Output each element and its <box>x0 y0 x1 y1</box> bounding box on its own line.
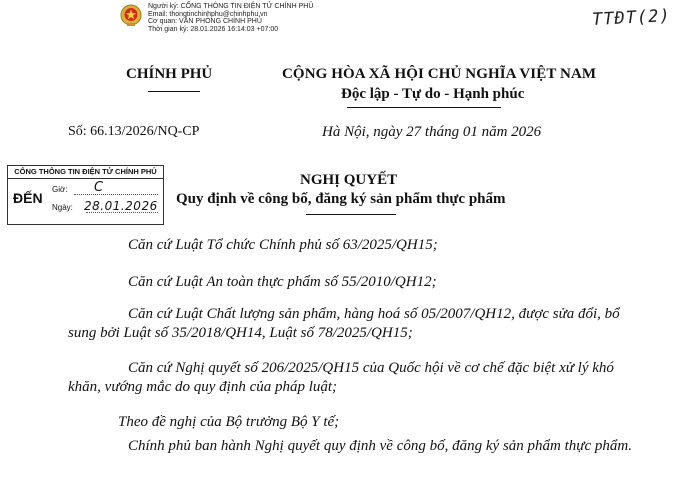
signature-email: Email: thongtinchinhphu@chinhphu.vn <box>148 10 268 18</box>
motto-underline <box>347 107 501 108</box>
stamp-date-label: Ngày: <box>52 203 73 212</box>
stamp-hour-label: Giờ: <box>52 185 68 194</box>
national-motto: Độc lập - Tự do - Hạnh phúc <box>341 86 525 102</box>
legal-basis-3: Căn cứ Luật Chất lượng sản phẩm, hàng hoá số 05/2007/QH12, được sửa đổi, bổ sung bởi Luật số 35/2018/QH14, Luật số 78/2025/QH15; <box>68 306 620 341</box>
stamp-date-value: 28.01.2026 <box>84 199 158 213</box>
issuer-name: CHÍNH PHỦ <box>126 66 213 82</box>
stamp-hour-line <box>74 194 158 195</box>
document-type: NGHỊ QUYẾT <box>300 172 398 188</box>
nation-name: CỘNG HÒA XÃ HỘI CHỦ NGHĨA VIỆT NAM <box>282 66 597 82</box>
stamp-divider <box>8 178 163 179</box>
signature-signer: Người ký: CỔNG THÔNG TIN ĐIỆN TỬ CHÍNH PHỦ <box>148 3 314 10</box>
issuer-underline <box>148 91 200 92</box>
stamp-organization: CỔNG THÔNG TIN ĐIỆN TỬ CHÍNH PHỦ <box>14 167 157 176</box>
handwritten-code: TTĐT(2) <box>591 5 672 31</box>
legal-basis-1: Căn cứ Luật Tổ chức Chính phủ số 63/2025/QH15; <box>128 237 438 253</box>
stamp-arrived-label: ĐẾN <box>13 190 43 206</box>
document-subject: Quy định về công bố, đăng ký sản phẩm thực phẩm <box>176 191 506 207</box>
subject-underline <box>306 214 396 215</box>
place-and-date: Hà Nội, ngày 27 tháng 01 năm 2026 <box>322 124 542 140</box>
proposal-clause: Theo đề nghị của Bộ trưởng Bộ Y tế; <box>118 414 340 430</box>
signature-time: Thời gian ký: 28.01.2026 16:14:03 +07:00 <box>148 25 279 33</box>
enactment-clause: Chính phủ ban hành Nghị quyết quy định về công bố, đăng ký sản phẩm thực phẩm. <box>128 438 632 454</box>
received-stamp <box>7 165 164 225</box>
signature-agency: Cơ quan: VĂN PHÒNG CHÍNH PHỦ <box>148 18 262 26</box>
national-emblem-icon <box>120 4 142 28</box>
digital-signature-info <box>148 3 313 33</box>
legal-basis-2: Căn cứ Luật An toàn thực phẩm số 55/2010/QH12; <box>128 274 437 290</box>
stamp-hour-value: C <box>94 180 104 195</box>
document-number: Số: 66.13/2026/NQ-CP <box>68 124 200 139</box>
legal-basis-4: Căn cứ Nghị quyết số 206/2025/QH15 của Quốc hội về cơ chế đặc biệt xử lý khó khăn, vướng mắc do quy định của pháp luật; <box>68 360 614 395</box>
